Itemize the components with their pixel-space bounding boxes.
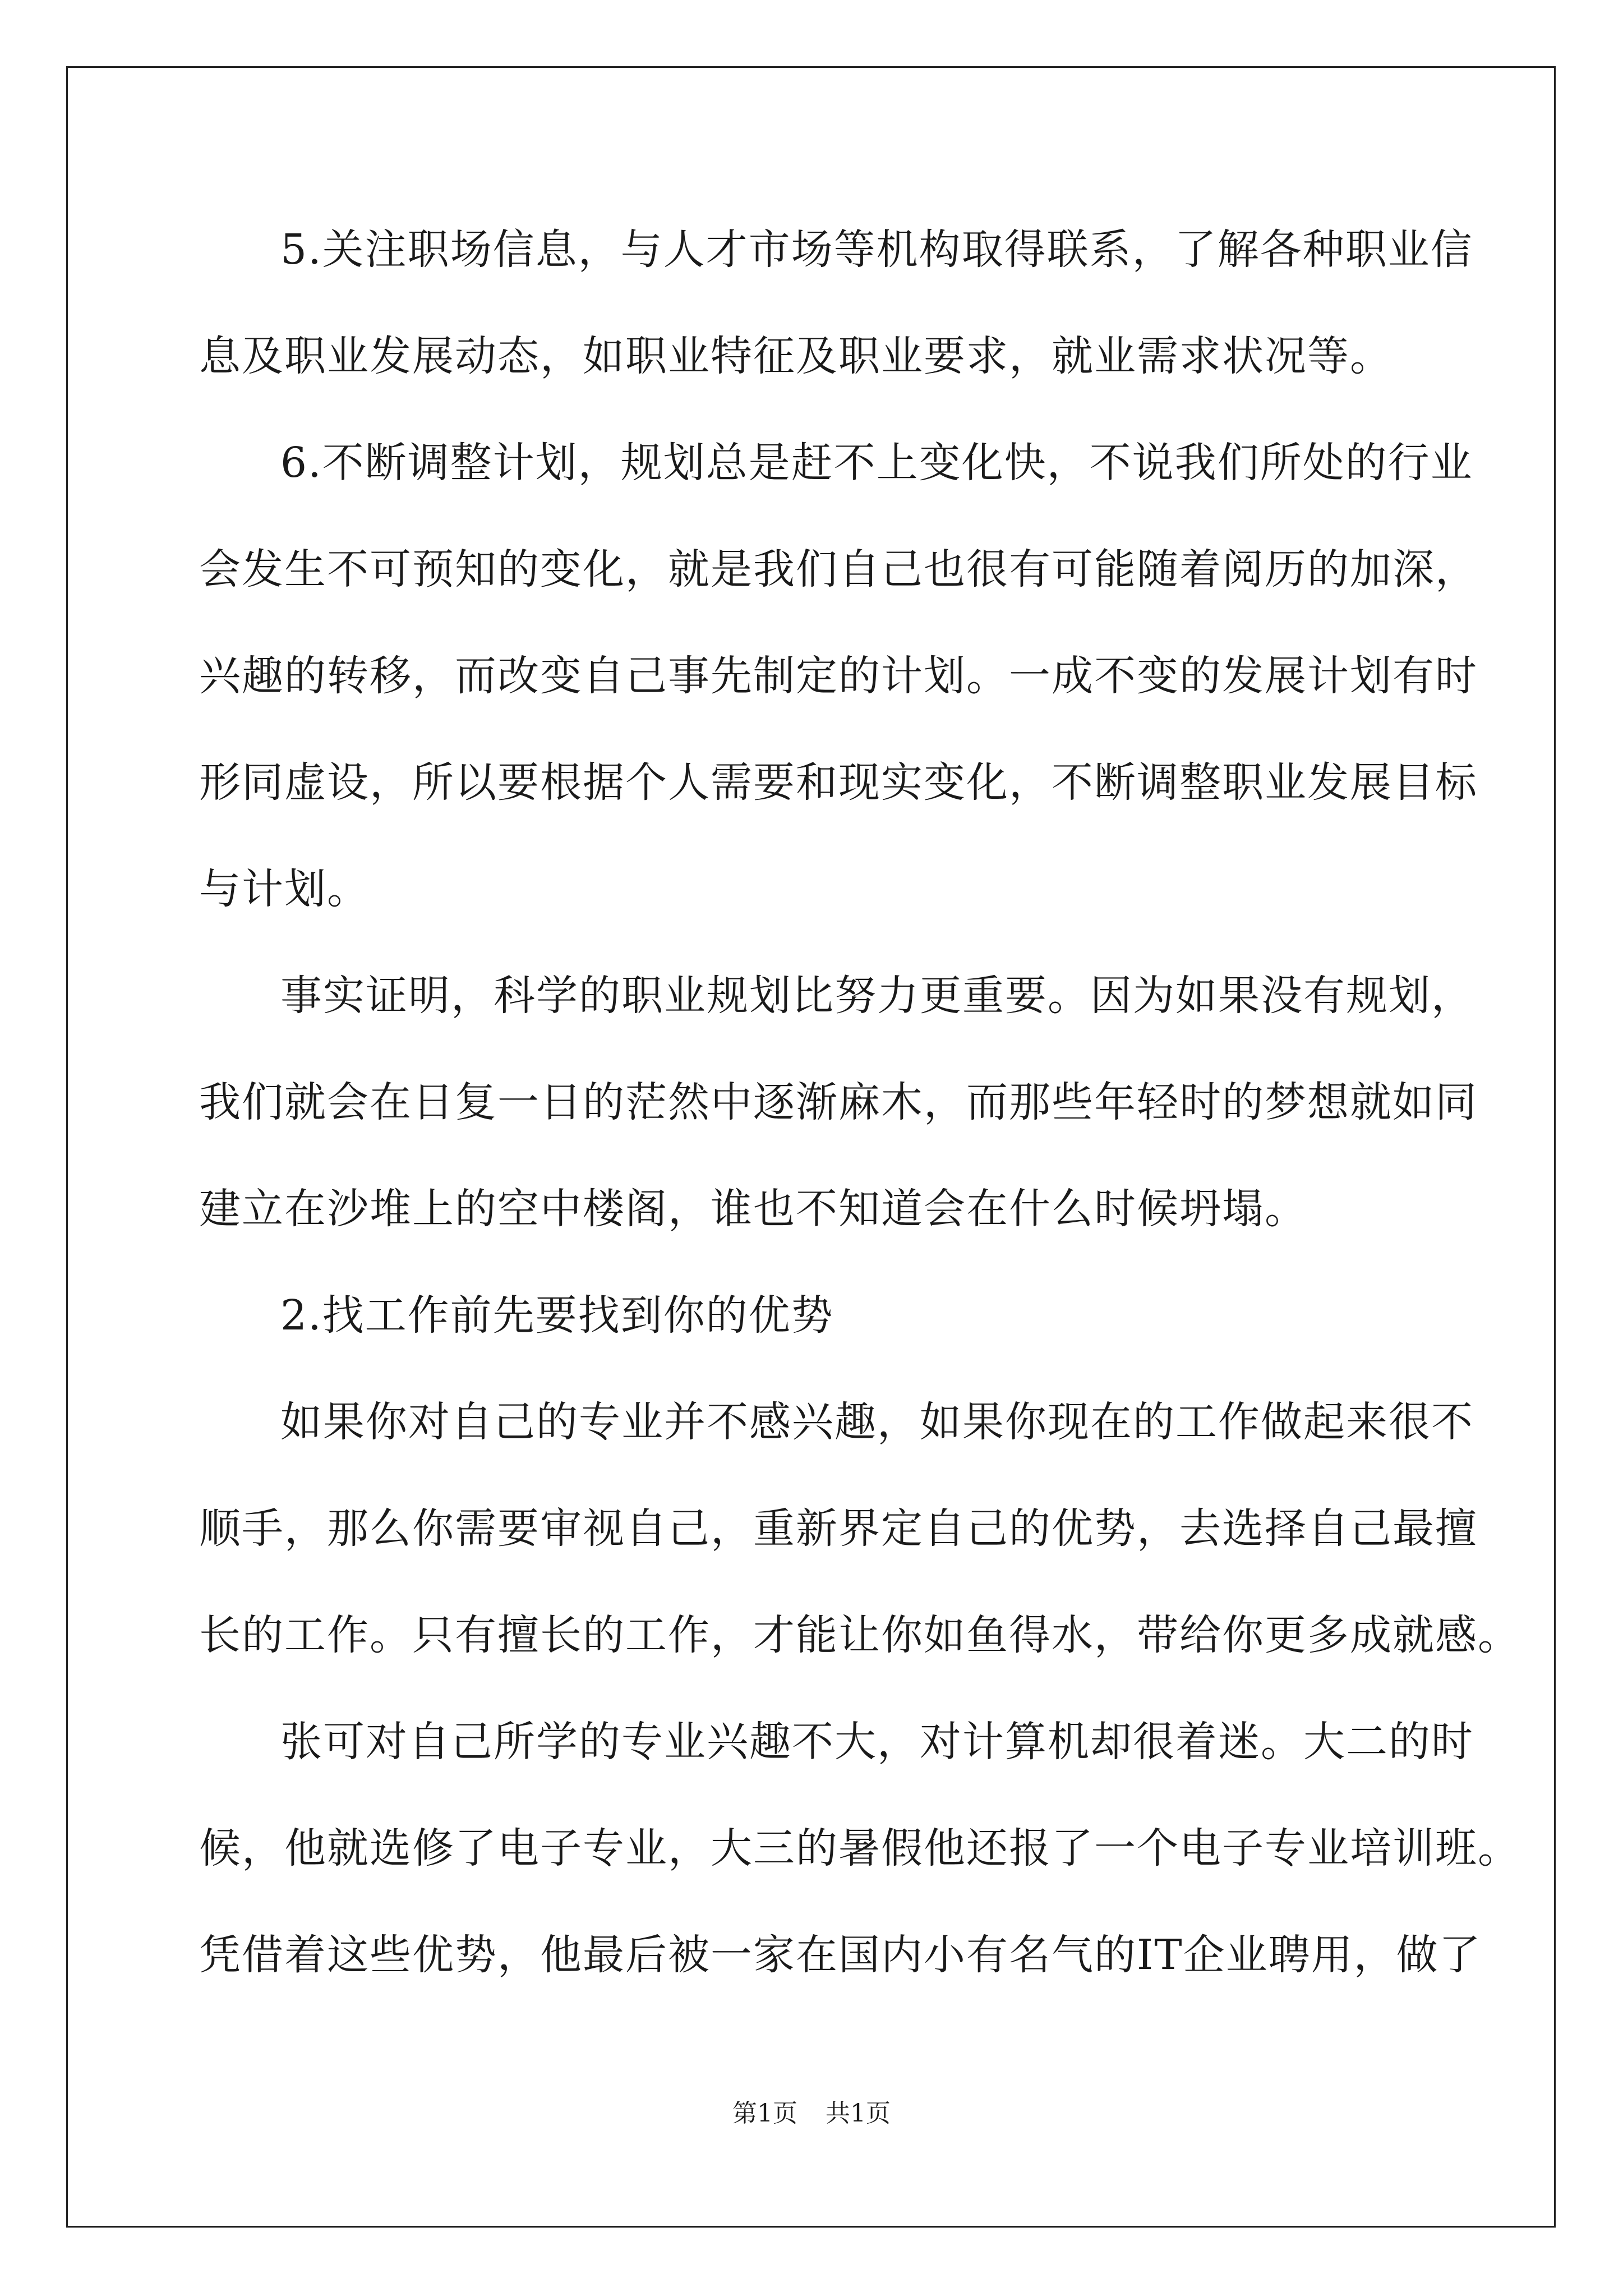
total-pages-label: 共1页: [826, 2099, 891, 2128]
text-line: 6.不断调整计划，规划总是赶不上变化快，不说我们所处的行业: [280, 439, 1473, 487]
text-line: 与计划。: [199, 865, 370, 913]
page-footer: [0, 2097, 1623, 2131]
text-line: 息及职业发展动态，如职业特征及职业要求，就业需求状况等。: [199, 332, 1393, 380]
text-line: 会发生不可预知的变化，就是我们自己也很有可能随着阅历的加深，: [199, 545, 1478, 593]
text-line: 建立在沙堆上的空中楼阁，谁也不知道会在什么时候坍塌。: [199, 1185, 1307, 1233]
text-line: 如果你对自己的专业并不感兴趣，如果你现在的工作做起来很不: [280, 1398, 1474, 1446]
document-body: [199, 219, 1520, 2031]
text-line: 形同虚设，所以要根据个人需要和现实变化，不断调整职业发展目标: [199, 758, 1478, 807]
text-line: 5.关注职场信息，与人才市场等机构取得联系，了解各种职业信: [280, 226, 1473, 274]
page-number-label: 第1页: [732, 2099, 797, 2128]
text-line: 兴趣的转移，而改变自己事先制定的计划。一成不变的发展计划有时: [199, 652, 1478, 700]
section-heading: 2.找工作前先要找到你的优势: [280, 1291, 834, 1340]
text-line: 长的工作。只有擅长的工作，才能让你如鱼得水，带给你更多成就感。: [199, 1611, 1520, 1659]
text-line: 我们就会在日复一日的茫然中逐渐麻木，而那些年轻时的梦想就如同: [199, 1078, 1478, 1126]
text-line: 凭借着这些优势，他最后被一家在国内小有名气的IT企业聘用，做了: [199, 1931, 1482, 1979]
text-line: 候，他就选修了电子专业，大三的暑假他还报了一个电子专业培训班。: [199, 1824, 1520, 1872]
text-line: 张可对自己所学的专业兴趣不大，对计算机却很着迷。大二的时: [280, 1718, 1474, 1766]
text-line: 顺手，那么你需要审视自己，重新界定自己的优势，去选择自己最擅: [199, 1504, 1478, 1553]
text-line: 事实证明，科学的职业规划比努力更重要。因为如果没有规划，: [280, 972, 1474, 1020]
